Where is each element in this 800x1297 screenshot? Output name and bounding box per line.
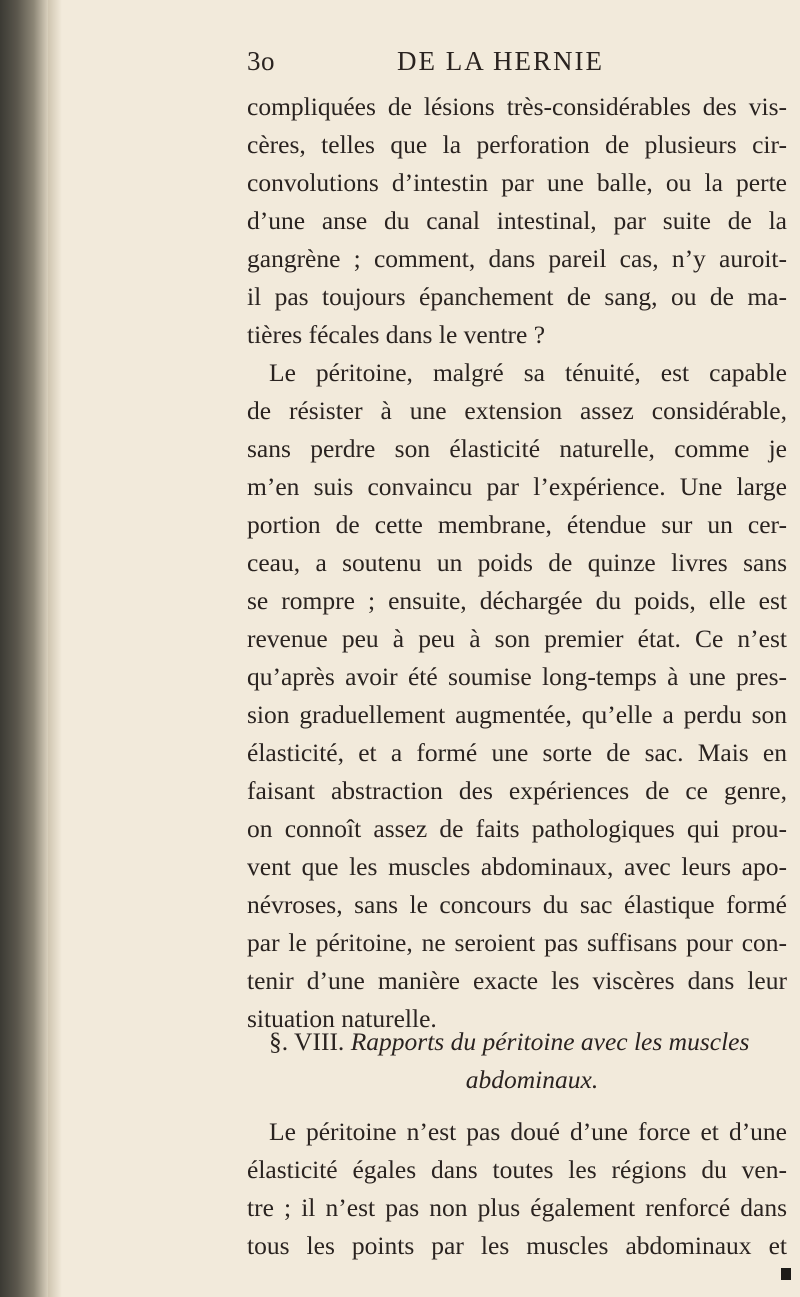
text-line: Le péritoine, malgré sa ténuité, est capable [269,358,787,387]
text-line: tous les points par les muscles abdominaux et [247,1231,787,1260]
text-line: faisant abstraction des expériences de ce genre, [247,776,787,805]
print-mark [781,1268,791,1280]
running-head [247,46,787,86]
page-number: 3o [247,46,275,76]
section-title-continued: abdominaux. [465,1065,599,1094]
body-text [247,88,787,1038]
section-title: Rapports du péritoine avec les muscles [350,1027,750,1056]
text-line: on connoît assez de faits pathologiques qui prou- [247,814,787,843]
text-line: se rompre ; ensuite, déchargée du poids, elle est [247,586,787,615]
text-line: sans perdre son élasticité naturelle, comme je [247,434,787,463]
text-line: tenir d’une manière exacte les viscères dans leur [247,966,787,995]
section-number: §. VIII. [269,1027,345,1056]
text-line: Le péritoine n’est pas doué d’une force et d’une [269,1117,787,1146]
running-title: DE LA HERNIE [397,46,604,76]
text-line: ceau, a soutenu un poids de quinze livres sans [247,548,787,577]
text-line: vent que les muscles abdominaux, avec leurs apo- [247,852,787,881]
text-line: m’en suis convaincu par l’expérience. Une large [247,472,787,501]
text-line: tières fécales dans le ventre ? [247,320,546,349]
section-heading-line [247,1023,787,1061]
text-line: convolutions d’intestin par une balle, ou la perte [247,168,787,197]
text-line: il pas toujours épanchement de sang, ou de ma- [247,282,787,311]
section-heading [247,1023,787,1099]
text-line: qu’après avoir été soumise long-temps à une pres- [247,662,787,691]
text-line: cères, telles que la perforation de plusieurs cir- [247,130,787,159]
text-line: par le péritoine, ne seroient pas suffisans pour con- [247,928,787,957]
text-line: élasticité, et a formé une sorte de sac. Mais en [247,738,787,767]
text-line: compliquées de lésions très-considérables des vis- [247,92,787,121]
text-line: tre ; il n’est pas non plus également renforcé dans [247,1193,787,1222]
text-line: de résister à une extension assez considérable, [247,396,787,425]
text-line: situation naturelle. [247,1004,437,1033]
text-line: élasticité égales dans toutes les régions du ven- [247,1155,787,1184]
text-line: d’une anse du canal intestinal, par suite de la [247,206,787,235]
text-line: névroses, sans le concours du sac élastique formé [247,890,787,919]
text-line: sion graduellement augmentée, qu’elle a perdu son [247,700,787,729]
text-line: gangrène ; comment, dans pareil cas, n’y auroit- [247,244,787,273]
text-line: portion de cette membrane, étendue sur un cer- [247,510,787,539]
body-text [247,1113,787,1265]
text-line: revenue peu à peu à son premier état. Ce n’est [247,624,787,653]
